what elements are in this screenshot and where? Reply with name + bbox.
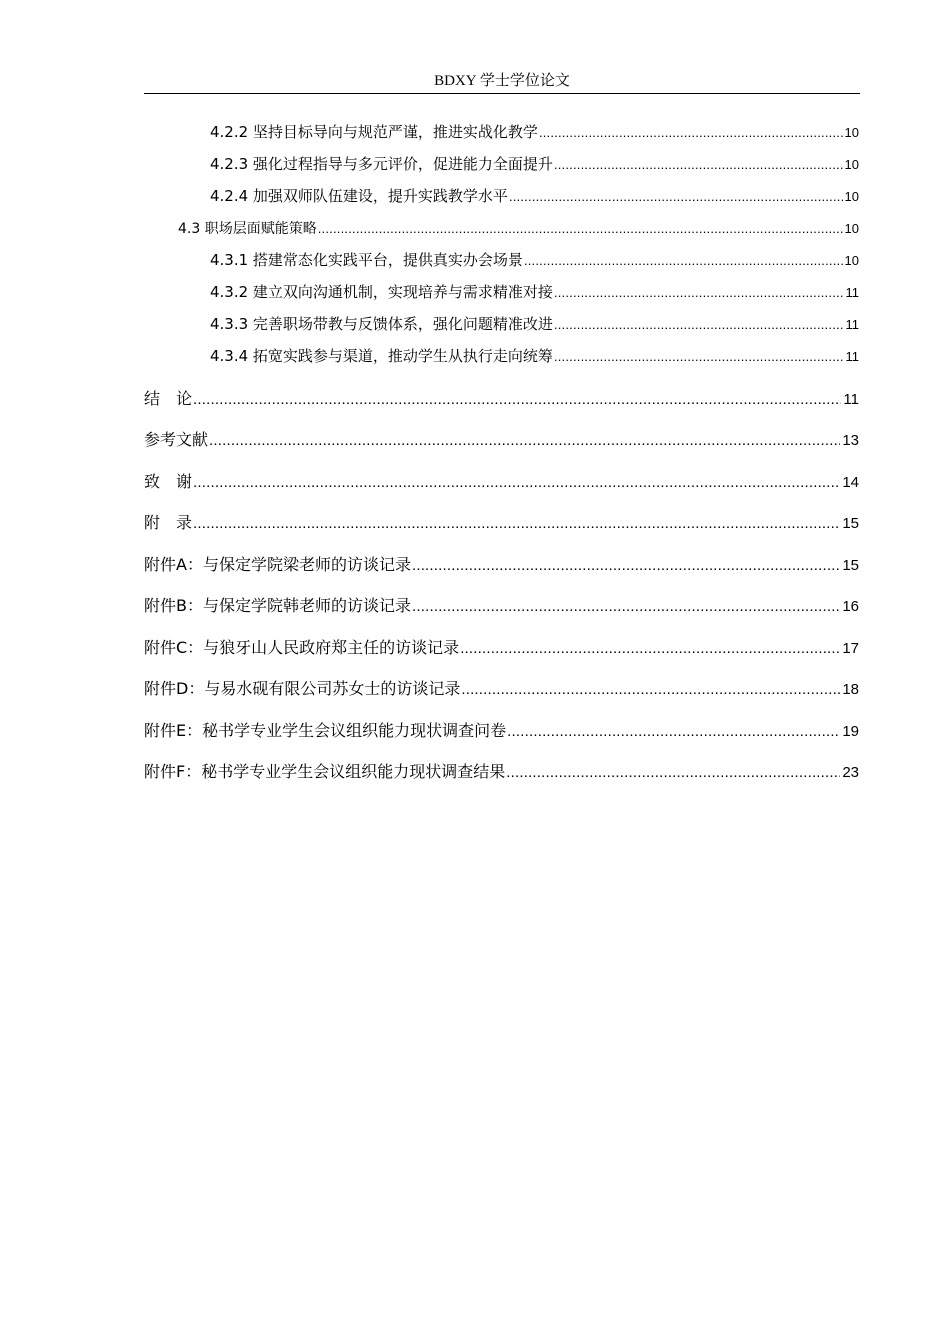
dot-leader [539, 125, 843, 140]
toc-entry[interactable] [210, 313, 859, 334]
toc-entry-page: 11 [843, 391, 859, 408]
dot-leader [507, 723, 840, 740]
toc-entry-page: 15 [842, 557, 859, 574]
toc-entry-page: 17 [842, 640, 859, 657]
toc-entry-title: 附 录 [144, 513, 193, 532]
dot-leader [554, 317, 844, 332]
toc-entry[interactable] [144, 552, 859, 575]
toc-entry-title: 4.3.3 完善职场带教与反馈体系，强化问题精准改进 [210, 315, 553, 333]
toc-entry-title: 附件D：与易水砚有限公司苏女士的访谈记录 [144, 679, 461, 698]
toc-entry-title: 4.2.4 加强双师队伍建设，提升实践教学水平 [210, 187, 508, 205]
toc-entry-title: 结 论 [144, 389, 193, 408]
toc-entry-page: 10 [844, 221, 859, 236]
toc-entry[interactable] [210, 153, 859, 174]
toc-entry-page: 14 [842, 474, 859, 491]
toc-entry-title: 附件C：与狼牙山人民政府郑主任的访谈记录 [144, 638, 460, 657]
toc-entry-page: 10 [844, 253, 859, 268]
toc-entry-page: 18 [842, 681, 859, 698]
toc-entry-title: 4.2.3 强化过程指导与多元评价，促进能力全面提升 [210, 155, 553, 173]
toc-entry[interactable] [210, 185, 859, 206]
toc-entry-page: 11 [845, 349, 859, 364]
toc-entry-title: 附件B：与保定学院韩老师的访谈记录 [144, 596, 411, 615]
toc-entry[interactable] [144, 759, 859, 782]
toc-entry[interactable] [210, 121, 859, 142]
toc-entry-title: 4.2.2 坚持目标导向与规范严谨，推进实战化教学 [210, 123, 538, 141]
toc-entry[interactable] [210, 281, 859, 302]
dot-leader [193, 474, 840, 491]
page-header: BDXY 学士学位论文 [434, 73, 570, 89]
dot-leader [554, 285, 844, 300]
dot-leader [209, 432, 840, 449]
dot-leader [193, 391, 841, 408]
toc-entry-page: 10 [844, 157, 859, 172]
toc-entry-title: 4.3.2 建立双向沟通机制，实现培养与需求精准对接 [210, 283, 553, 301]
dot-leader [318, 221, 843, 236]
dot-leader [524, 253, 843, 268]
toc-entry[interactable] [210, 249, 859, 270]
toc-entry-title: 附件F：秘书学专业学生会议组织能力现状调查结果 [144, 762, 506, 781]
toc-entry-page: 19 [842, 723, 859, 740]
toc-entry-page: 15 [842, 515, 859, 532]
toc-entry[interactable] [210, 345, 859, 366]
toc-entry-page: 16 [842, 598, 859, 615]
toc-entry[interactable] [144, 718, 859, 741]
toc-entry-page: 11 [845, 285, 859, 300]
header-rule [144, 93, 860, 94]
dot-leader [461, 681, 840, 698]
toc-entry-page: 10 [844, 189, 859, 204]
toc-entry-title: 参考文献 [144, 430, 209, 449]
toc-entry[interactable] [144, 427, 859, 450]
toc-entry-title: 4.3.1 搭建常态化实践平台，提供真实办会场景 [210, 251, 523, 269]
toc-entry[interactable] [144, 469, 859, 492]
toc-entry[interactable] [144, 676, 859, 699]
dot-leader [554, 349, 844, 364]
toc-entry-title: 致 谢 [144, 472, 193, 491]
toc-entry-title: 附件A：与保定学院梁老师的访谈记录 [144, 555, 411, 574]
toc-entry-title: 4.3 职场层面赋能策略 [178, 221, 317, 237]
dot-leader [506, 764, 840, 781]
toc-entry-page: 23 [842, 764, 859, 781]
dot-leader [509, 189, 843, 204]
toc-entry-title: 4.3.4 拓宽实践参与渠道，推动学生从执行走向统筹 [210, 347, 553, 365]
toc-entry-page: 13 [842, 432, 859, 449]
dot-leader [412, 598, 840, 615]
toc-entry[interactable] [144, 593, 859, 616]
toc-entry[interactable] [178, 218, 859, 238]
toc-entry-title: 附件E：秘书学专业学生会议组织能力现状调查问卷 [144, 721, 507, 740]
dot-leader [460, 640, 840, 657]
toc-entry-page: 10 [844, 125, 859, 140]
toc-entry[interactable] [144, 386, 859, 409]
toc-entry[interactable] [144, 635, 859, 658]
dot-leader [412, 557, 840, 574]
dot-leader [193, 515, 840, 532]
toc-entry[interactable] [144, 510, 859, 533]
dot-leader [554, 157, 843, 172]
toc-entry-page: 11 [845, 317, 859, 332]
